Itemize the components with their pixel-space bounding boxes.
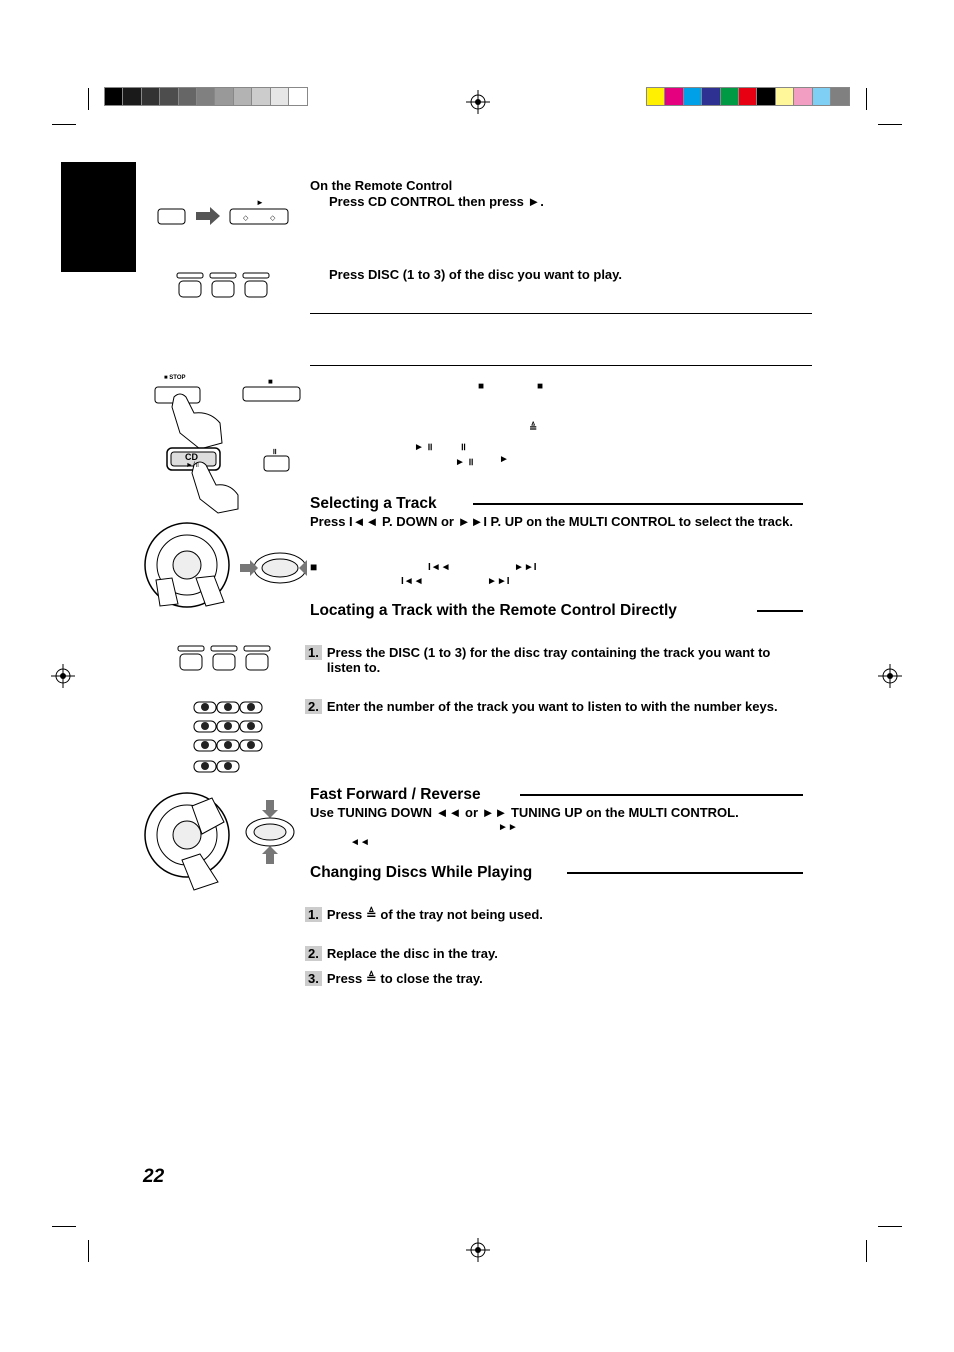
step-number: 3. — [305, 971, 322, 986]
changing-discs-heading: Changing Discs While Playing — [310, 864, 533, 881]
locating-step-2 — [305, 699, 805, 714]
locating-step-1 — [305, 645, 805, 675]
multi-control-tuning-illustration — [142, 790, 310, 892]
cd-label: CD — [185, 452, 198, 462]
fast-forward-text: Use TUNING DOWN ◄◄ or ►► TUNING UP on the MULTI CONTROL. — [310, 805, 739, 820]
calibration-swatch — [776, 88, 794, 105]
registration-target-icon — [466, 1238, 490, 1262]
calibration-swatch — [702, 88, 720, 105]
multi-control-skip-illustration — [142, 520, 310, 610]
step-text: Replace the disc in the tray. — [326, 946, 498, 961]
changing-step-1 — [305, 907, 543, 922]
page-number: 22 — [143, 1166, 165, 1187]
registration-target-icon — [466, 90, 490, 114]
next-track-icon: ►►I — [487, 576, 510, 587]
calibration-swatch — [757, 88, 775, 105]
rewind-icon: ◄◄ — [350, 837, 370, 848]
crop-mark — [866, 88, 867, 110]
cd-control-play-illustration — [156, 200, 296, 230]
changing-step-3 — [305, 971, 483, 986]
stop-icon: ■ — [537, 381, 544, 392]
eject-icon: ≜ — [529, 423, 538, 434]
calibration-swatch — [105, 88, 123, 105]
selecting-track-heading: Selecting a Track — [310, 495, 437, 512]
calibration-swatch — [721, 88, 739, 105]
heading-rule — [567, 872, 803, 874]
crop-mark — [52, 1226, 76, 1227]
calibration-swatch — [831, 88, 849, 105]
calibration-swatch — [197, 88, 215, 105]
crop-mark — [878, 124, 902, 125]
previous-track-icon: I◄◄ — [428, 562, 451, 573]
calibration-swatch — [813, 88, 831, 105]
calibration-swatch — [271, 88, 289, 105]
disc-instruction: Press DISC (1 to 3) of the disc you want to play. — [329, 267, 623, 282]
calibration-swatch — [215, 88, 233, 105]
previous-track-icon: I◄◄ — [401, 576, 424, 587]
step-number: 2. — [305, 946, 322, 961]
step-text: Press ≜ to close the tray. — [326, 971, 483, 986]
crop-mark — [878, 1226, 902, 1227]
calibration-swatch — [289, 88, 307, 105]
calibration-swatch — [665, 88, 683, 105]
calibration-swatch — [739, 88, 757, 105]
fast-forward-icon: ►► — [498, 822, 518, 833]
calibration-swatch — [123, 88, 141, 105]
disc-buttons-illustration — [175, 645, 275, 673]
play-pause-icon: ► ॥ — [414, 442, 433, 453]
step-text: Press ≜ of the tray not being used. — [326, 907, 543, 922]
calibration-swatch — [252, 88, 270, 105]
step-number: 2. — [305, 699, 322, 714]
note-bullet-icon: ■ — [310, 560, 318, 574]
fast-forward-heading: Fast Forward / Reverse — [310, 786, 481, 803]
locating-track-heading: Locating a Track with the Remote Control Directly — [310, 602, 677, 619]
pause-icon: ॥ — [460, 442, 466, 453]
step-number: 1. — [305, 907, 322, 922]
svg-text:◇: ◇ — [270, 215, 276, 222]
heading-rule — [520, 794, 803, 796]
crop-mark — [88, 1240, 89, 1262]
divider — [310, 365, 812, 366]
changing-step-2 — [305, 946, 498, 961]
step-text: Press the DISC (1 to 3) for the disc tray containing the track you want to listen to. — [326, 645, 771, 675]
next-track-icon: ►►I — [514, 562, 537, 573]
cd-play-pause-label: ►/॥ — [186, 462, 200, 469]
registration-target-icon — [51, 664, 75, 688]
crop-mark — [52, 124, 76, 125]
remote-label: On the Remote Control — [310, 178, 453, 193]
crop-mark — [866, 1240, 867, 1262]
calibration-swatch — [234, 88, 252, 105]
disc-buttons-illustration — [174, 272, 274, 300]
calibration-swatch — [160, 88, 178, 105]
play-icon: ► — [256, 198, 264, 207]
calibration-swatch — [684, 88, 702, 105]
number-keys-illustration — [192, 700, 266, 776]
stop-label: ■ STOP — [164, 375, 186, 381]
cd-play-pause-hand-illustration — [164, 445, 246, 515]
calibration-swatch — [794, 88, 812, 105]
heading-rule — [757, 610, 803, 612]
calibration-swatch — [647, 88, 665, 105]
step-text: Enter the number of the track you want to listen to with the number keys. — [326, 699, 778, 714]
divider — [310, 313, 812, 314]
pause-icon: ॥ — [272, 447, 277, 456]
play-icon: ► — [499, 454, 509, 465]
pause-button-illustration — [262, 454, 292, 474]
registration-target-icon — [878, 664, 902, 688]
play-pause-icon: ► ॥ — [455, 457, 474, 468]
calibration-swatch — [179, 88, 197, 105]
crop-mark — [88, 88, 89, 110]
selecting-track-text: Press I◄◄ P. DOWN or ►►I P. UP on the MULTI CONTROL to select the track. — [310, 514, 793, 529]
stop-icon: ■ — [478, 381, 485, 392]
stop-button-illustration — [240, 385, 304, 405]
stop-button-hand-illustration — [150, 383, 240, 453]
section-tab — [61, 162, 136, 272]
calibration-swatch — [142, 88, 160, 105]
svg-text:◇: ◇ — [243, 215, 249, 222]
step-number: 1. — [305, 645, 322, 660]
cd-control-instruction: Press CD CONTROL then press ►. — [329, 194, 544, 209]
heading-rule — [473, 503, 803, 505]
stop-square-icon: ■ — [268, 377, 273, 386]
